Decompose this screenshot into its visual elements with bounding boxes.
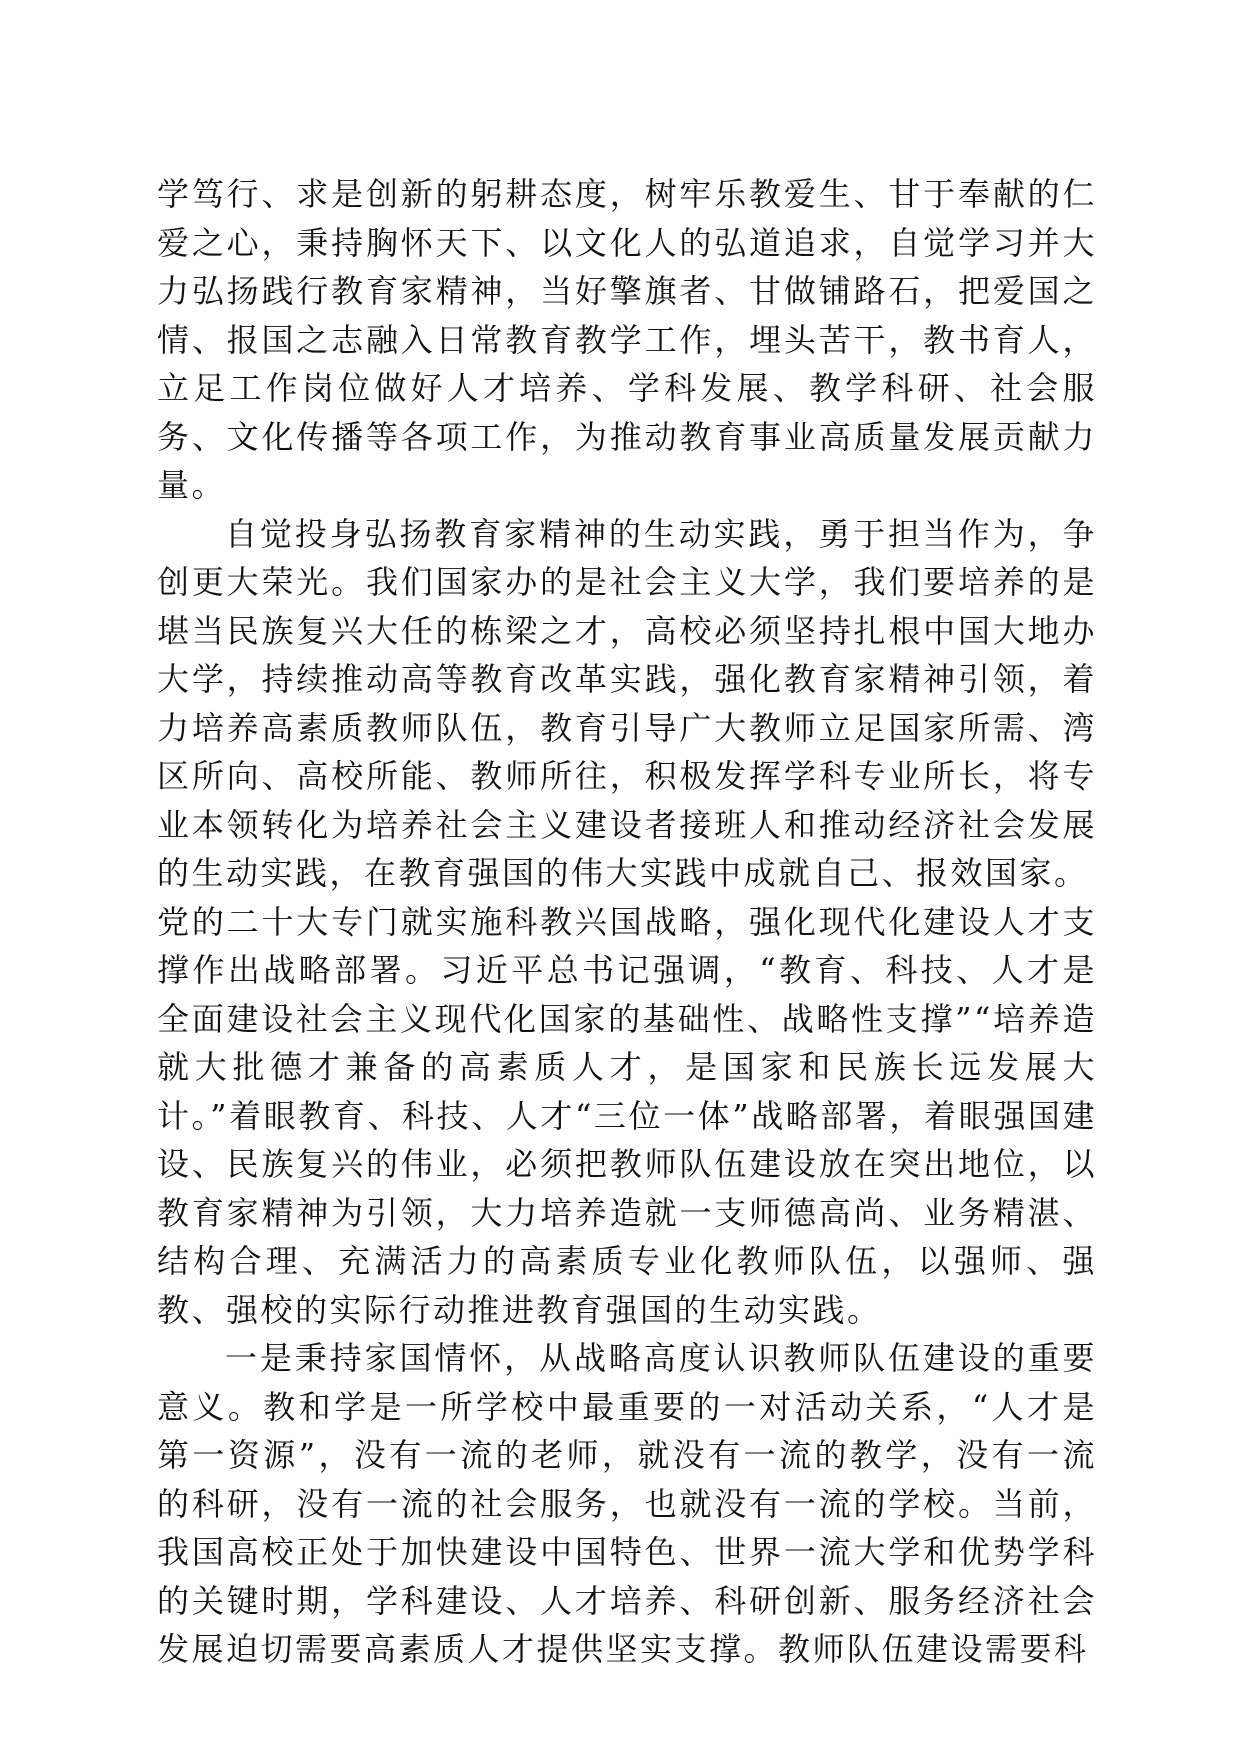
- paragraph-2: 自觉投身弘扬教育家精神的生动实践，勇于担当作为，争创更大荣光。我们国家办的是社会主义大学，我们要培养的是堪当民族复兴大任的栋梁之才，高校必须坚持扎根中国大地办大学，持续推动高等教育改革实践，强化教育家精神引领，着力培养高素质教师队伍，教育引导广大教师立足国家所需、湾区所向、高校所能、教师所往，积极发挥学科专业所长，将专业本领转化为培养社会主义建设者接班人和推动经济社会发展的生动实践，在教育强国的伟大实践中成就自己、报效国家。: [157, 514, 1097, 892]
- paragraph-4: 一是秉持家国情怀，从战略高度认识教师队伍建设的重要意义。教和学是一所学校中最重要的一对活动关系，“人才是第一资源”，没有一流的老师，就没有一流的教学，没有一流的科研，没有一流的社会服务，也就没有一流的学校。当前，我国高校正处于加快建设中国特色、世界一流大学和优势学科的关键时期，学科建设、人才培养、科研创新、服务经济社会发展迫切需要高素质人才提供坚实支撑。教师队伍建设需要科: [157, 1339, 1097, 1668]
- paragraph-3: 党的二十大专门就实施科教兴国战略，强化现代化建设人才支撑作出战略部署。习近平总书记强调，“教育、科技、人才是全面建设社会主义现代化国家的基础性、战略性支撑”“培养造就大批德才兼备的高素质人才，是国家和民族长远发展大计。”着眼教育、科技、人才“三位一体”战略部署，着眼强国建设、民族复兴的伟业，必须把教师队伍建设放在突出地位，以教育家精神为引领，大力培养造就一支师德高尚、业务精湛、结构合理、充满活力的高素质专业化教师队伍，以强师、强教、强校的实际行动推进教育强国的生动实践。: [157, 902, 1097, 1329]
- paragraph-1: 学笃行、求是创新的躬耕态度，树牢乐教爱生、甘于奉献的仁爱之心，秉持胸怀天下、以文化人的弘道追求，自觉学习并大力弘扬践行教育家精神，当好擎旗者、甘做铺路石，把爱国之情、报国之志融入日常教育教学工作，埋头苦干，教书育人，立足工作岗位做好人才培养、学科发展、教学科研、社会服务、文化传播等各项工作，为推动教育事业高质量发展贡献力量。: [157, 175, 1097, 504]
- body-text: [157, 170, 1097, 1674]
